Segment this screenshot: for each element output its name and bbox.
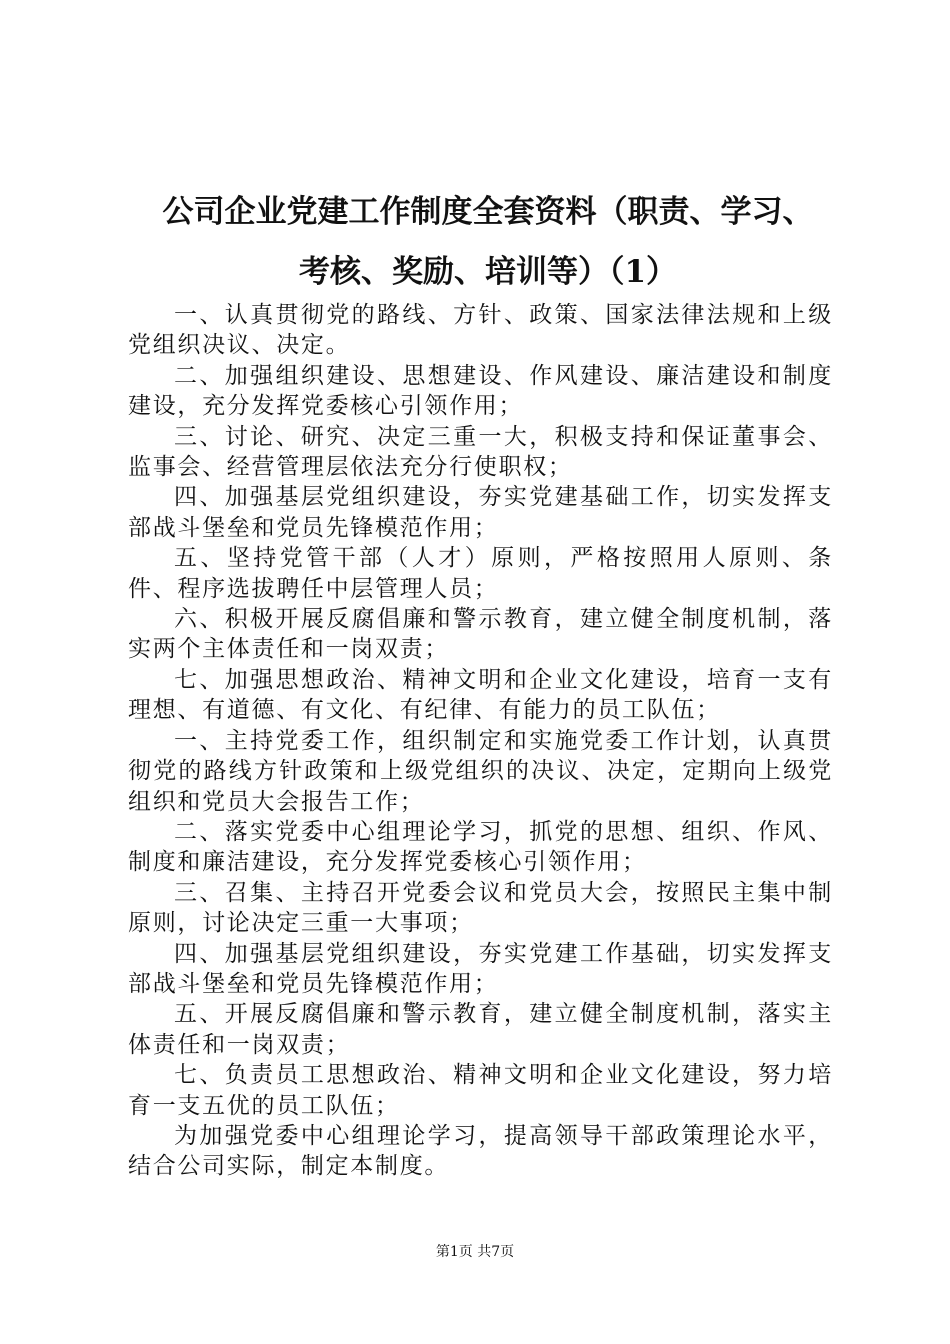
paragraph: 五、开展反腐倡廉和警示教育，建立健全制度机制，落实主体责任和一岗双责； (128, 1001, 833, 1058)
paragraph: 七、负责员工思想政治、精神文明和企业文化建设，努力培育一支五优的员工队伍； (128, 1062, 833, 1119)
page-number-footer: 第1页 共7页 (435, 1244, 515, 1260)
page-title-line-1: 公司企业党建工作制度全套资料（职责、学习、 (162, 194, 814, 230)
paragraph: 四、加强基层党组织建设，夯实党建工作基础，切实发挥支部战斗堡垒和党员先锋模范作用； (128, 940, 833, 997)
page-title-line-2: 考核、奖励、培训等）（1） (298, 254, 678, 290)
paragraph: 六、积极开展反腐倡廉和警示教育，建立健全制度机制，落实两个主体责任和一岗双责； (128, 606, 833, 663)
paragraph: 七、加强思想政治、精神文明和企业文化建设，培育一支有理想、有道德、有文化、有纪律、有能力的员工队伍； (128, 666, 833, 724)
paragraph: 四、加强基层党组织建设，夯实党建基础工作，切实发挥支部战斗堡垒和党员先锋模范作用； (128, 484, 833, 541)
paragraph: 一、主持党委工作，组织制定和实施党委工作计划，认真贯彻党的路线方针政策和上级党组织的决议、决定，定期向上级党组织和党员大会报告工作； (128, 727, 833, 815)
paragraph: 为加强党委中心组理论学习，提高领导干部政策理论水平，结合公司实际，制定本制度。 (128, 1122, 833, 1180)
page-title (108, 182, 868, 302)
paragraph: 二、加强组织建设、思想建设、作风建设、廉洁建设和制度建设，充分发挥党委核心引领作用； (128, 362, 833, 420)
paragraph: 三、召集、主持召开党委会议和党员大会，按照民主集中制原则，讨论决定三重一大事项； (128, 879, 833, 937)
paragraph: 三、讨论、研究、决定三重一大，积极支持和保证董事会、监事会、经营管理层依法充分行使职权； (128, 423, 833, 481)
document-body (128, 300, 833, 1182)
paragraph: 五、坚持党管干部（人才）原则，严格按照用人原则、条件、程序选拔聘任中层管理人员； (128, 545, 833, 602)
paragraph: 一、认真贯彻党的路线、方针、政策、国家法律法规和上级党组织决议、决定。 (128, 302, 833, 359)
paragraph: 二、落实党委中心组理论学习，抓党的思想、组织、作风、制度和廉洁建设，充分发挥党委核心引领作用； (128, 818, 833, 876)
